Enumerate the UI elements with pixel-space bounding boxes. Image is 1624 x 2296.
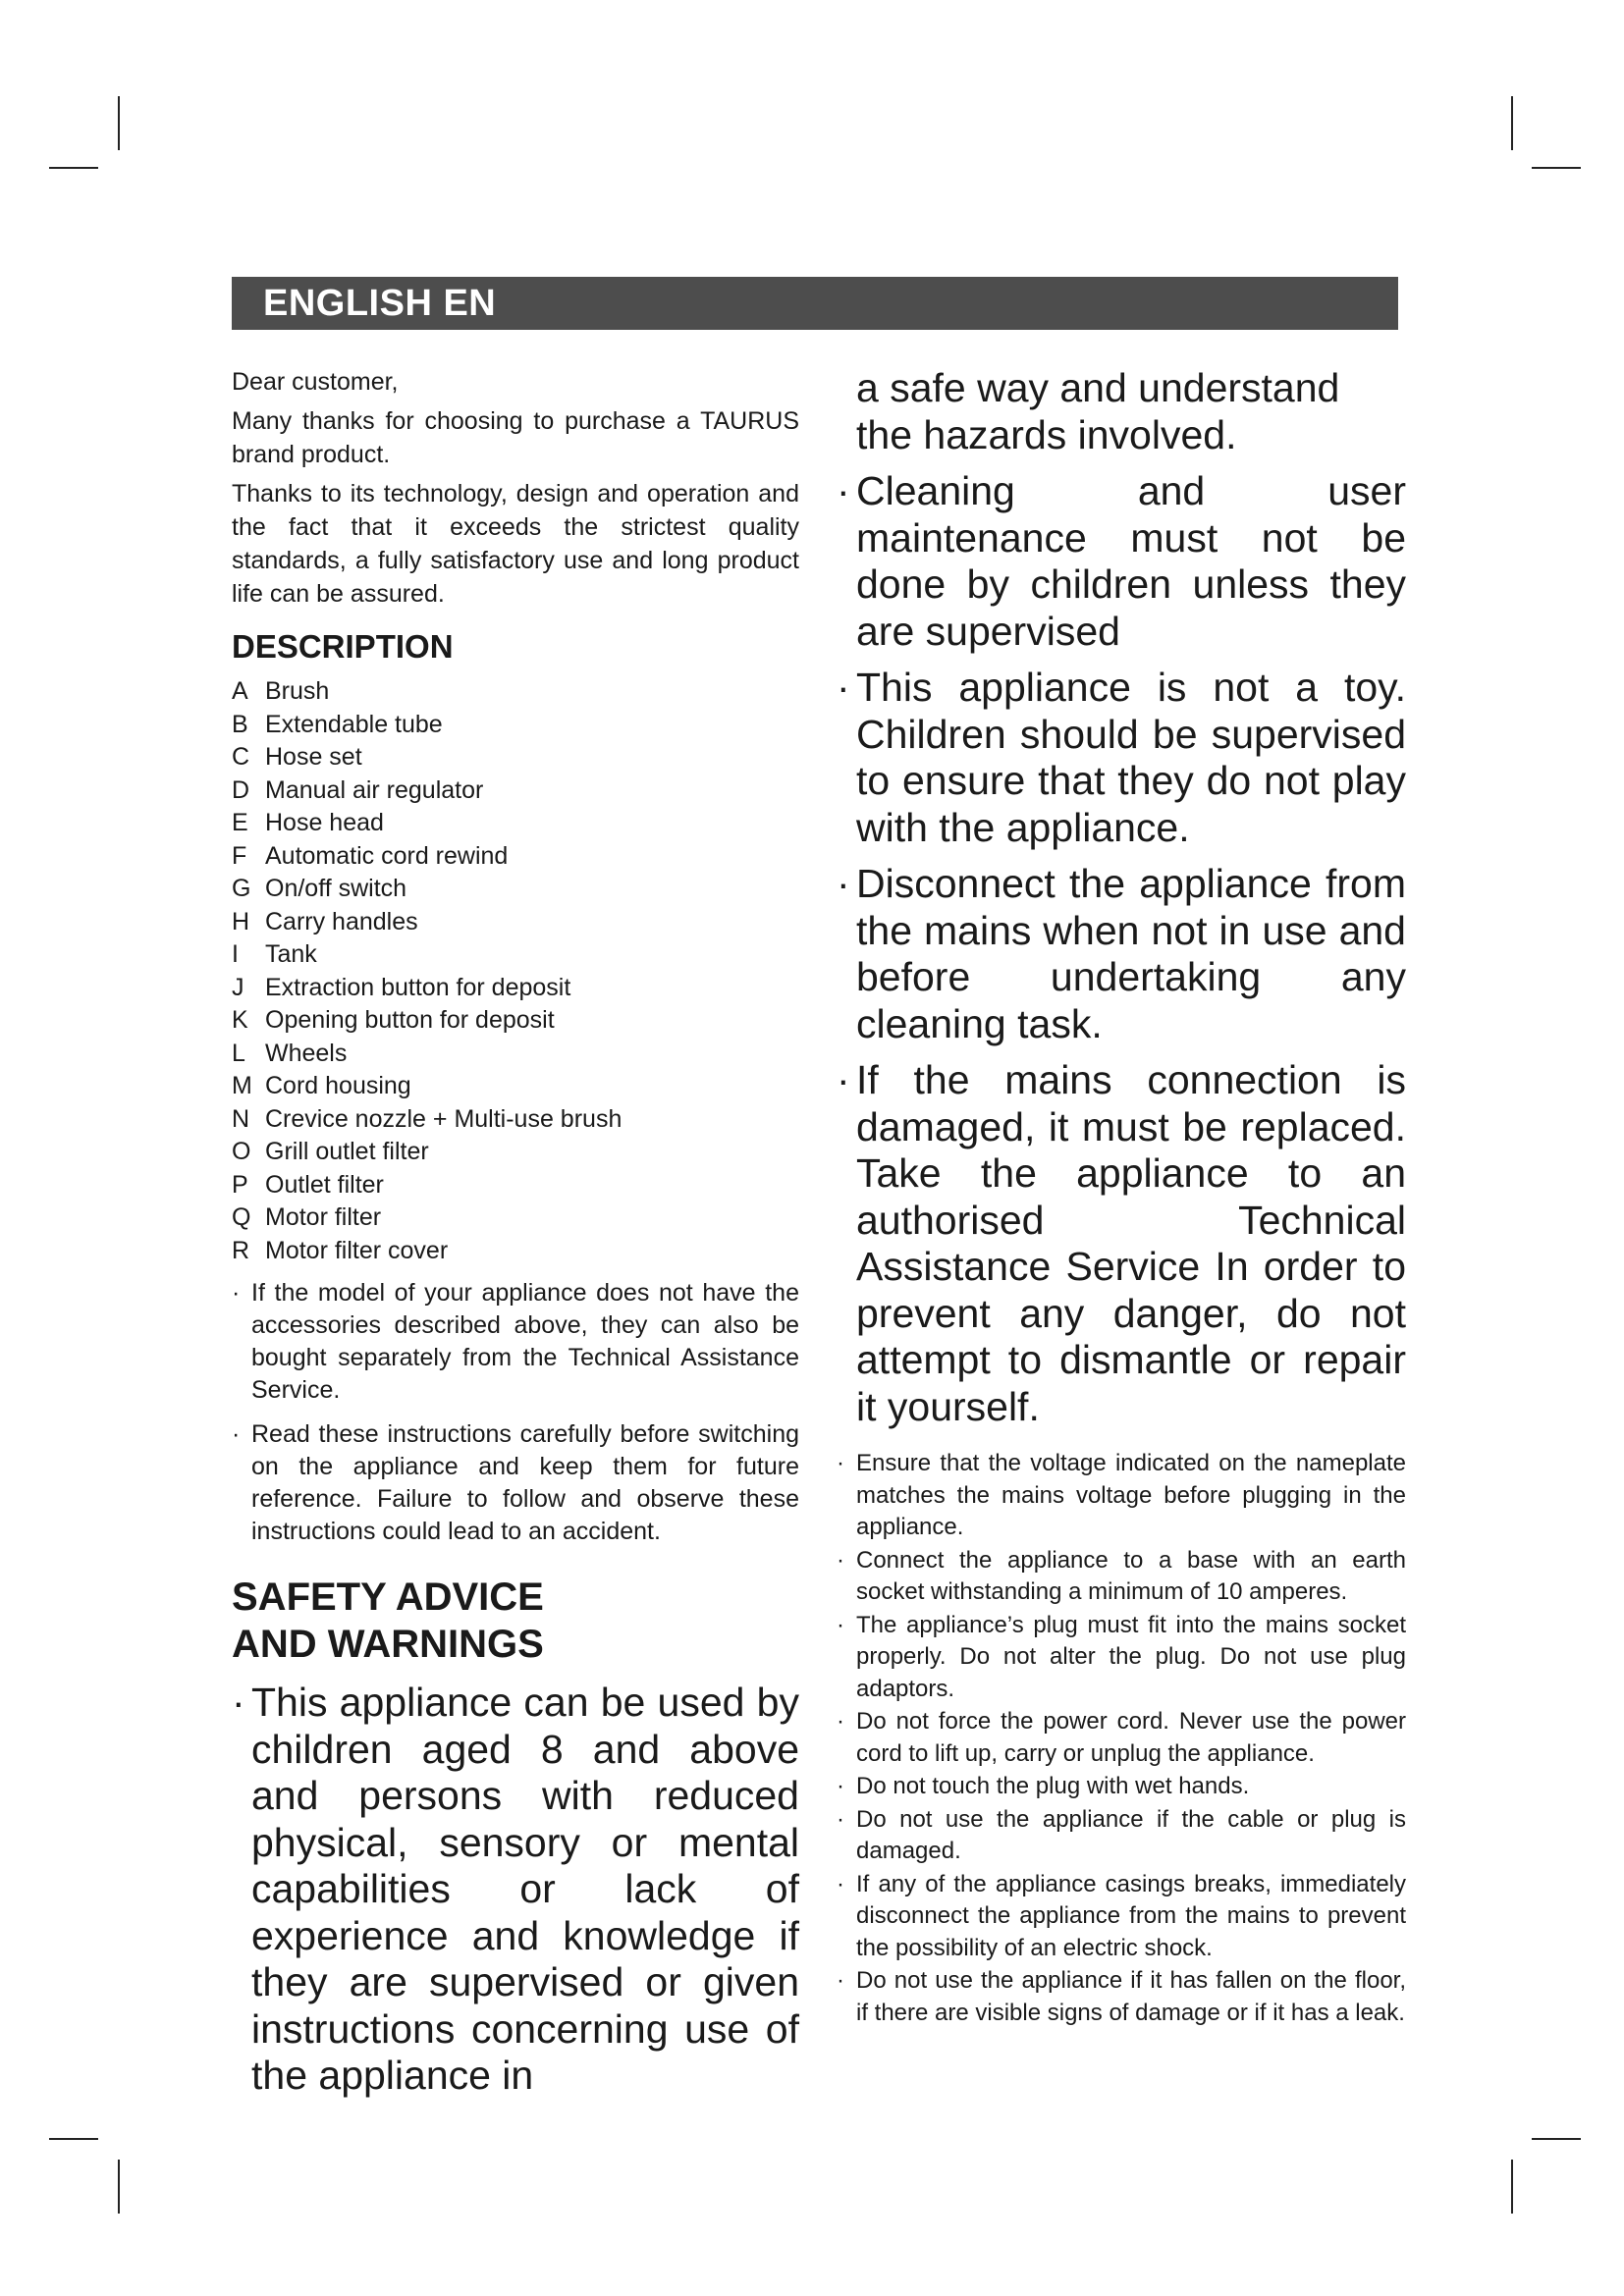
- greeting: Dear customer,: [232, 368, 399, 396]
- list-item: A Brush: [232, 677, 330, 705]
- note-item: · Read these instructions carefully before switching on the appliance and keep them for future reference. Failure to follow and observe these instructions could lead to an accident.: [232, 1418, 799, 1548]
- list-item: P Outlet filter: [232, 1170, 384, 1199]
- list-item: C Hose set: [232, 743, 362, 771]
- safety-item: · Cleaning and user maintenance must not be done by children unless they are supervised: [837, 468, 1406, 655]
- safety-small-list: [837, 1448, 1406, 2029]
- continued-text: a safe way and understand the hazards involved.: [856, 365, 1340, 457]
- safety-item: · Ensure that the voltage indicated on the nameplate matches the mains voltage before plugging in the appliance.: [837, 1448, 1406, 1544]
- safety-large-list: [232, 1680, 799, 2100]
- list-item: G On/off switch: [232, 875, 407, 902]
- parts-list: [232, 675, 799, 1267]
- list-item: I Tank: [232, 940, 317, 968]
- list-item: N Crevice nozzle + Multi-use brush: [232, 1104, 623, 1133]
- note-item: · If the model of your appliance does not have the accessories described above, they can also be bought separately from the Technical Assistance Service.: [232, 1277, 799, 1407]
- list-item: O Grill outlet filter: [232, 1138, 429, 1165]
- list-item: R Motor filter cover: [232, 1236, 449, 1264]
- crop-mark: [49, 167, 98, 169]
- safety-item: · Connect the appliance to a base with an earth socket withstanding a minimum of 10 amperes.: [837, 1545, 1406, 1609]
- safety-item: · The appliance’s plug must fit into the mains socket properly. Do not alter the plug. Do not use plug adaptors.: [837, 1610, 1406, 1706]
- safety-item: · If the mains connection is damaged, it must be replaced. Take the appliance to an authorised Technical Assistance Service In order to prevent any danger, do not attempt to dismantle or repair it yourself.: [837, 1057, 1406, 1430]
- list-item: F Automatic cord rewind: [232, 841, 509, 870]
- list-item: D Manual air regulator: [232, 775, 484, 804]
- intro-paragraph: Thanks to its technology, design and operation and the fact that it exceeds the strictest quality standards, a fully satisfactory use and long product life can be assured.: [232, 480, 799, 608]
- language-header: ENGLISH EN: [232, 277, 1398, 330]
- crop-mark: [118, 96, 120, 150]
- safety-item: · Do not force the power cord. Never use the power cord to lift up, carry or unplug the appliance.: [837, 1706, 1406, 1770]
- description-notes: [232, 1277, 799, 1548]
- crop-mark: [49, 2138, 98, 2140]
- list-item: K Opening button for deposit: [232, 1006, 555, 1034]
- list-item: H Carry handles: [232, 907, 418, 935]
- right-column: [837, 365, 1406, 2030]
- safety-item: · Do not touch the plug with wet hands.: [837, 1771, 1406, 1803]
- crop-mark: [1511, 96, 1513, 150]
- crop-mark: [1511, 2160, 1513, 2214]
- list-item: J Extraction button for deposit: [232, 973, 571, 1001]
- safety-item: · If any of the appliance casings breaks, immediately disconnect the appliance from the mains to prevent the possibility of an electric shock.: [837, 1869, 1406, 1965]
- safety-heading: SAFETY ADVICE AND WARNINGS: [232, 1575, 544, 1666]
- safety-item: · This appliance can be used by children aged 8 and above and persons with reduced physical, sensory or mental capabilities or lack of experience and knowledge if they are supervised or given instructions concerning use of the appliance in: [232, 1680, 799, 2100]
- safety-item: · This appliance is not a toy. Children should be supervised to ensure that they do not play with the appliance.: [837, 665, 1406, 851]
- safety-large-list: [837, 468, 1406, 1430]
- intro-paragraph: Many thanks for choosing to purchase a TAURUS brand product.: [232, 407, 799, 468]
- crop-mark: [1532, 167, 1581, 169]
- list-item: Q Motor filter: [232, 1203, 382, 1231]
- list-item: M Cord housing: [232, 1072, 411, 1099]
- safety-item: · Do not use the appliance if the cable or plug is damaged.: [837, 1804, 1406, 1868]
- left-column: [232, 365, 799, 2109]
- safety-item: · Disconnect the appliance from the mains when not in use and before undertaking any cleaning task.: [837, 861, 1406, 1047]
- crop-mark: [1532, 2138, 1581, 2140]
- crop-mark: [118, 2160, 120, 2214]
- list-item: L Wheels: [232, 1039, 348, 1067]
- description-heading: DESCRIPTION: [232, 628, 454, 665]
- list-item: B Extendable tube: [232, 710, 443, 738]
- list-item: E Hose head: [232, 809, 384, 836]
- safety-item: · Do not use the appliance if it has fallen on the floor, if there are visible signs of damage or if it has a leak.: [837, 1965, 1406, 2029]
